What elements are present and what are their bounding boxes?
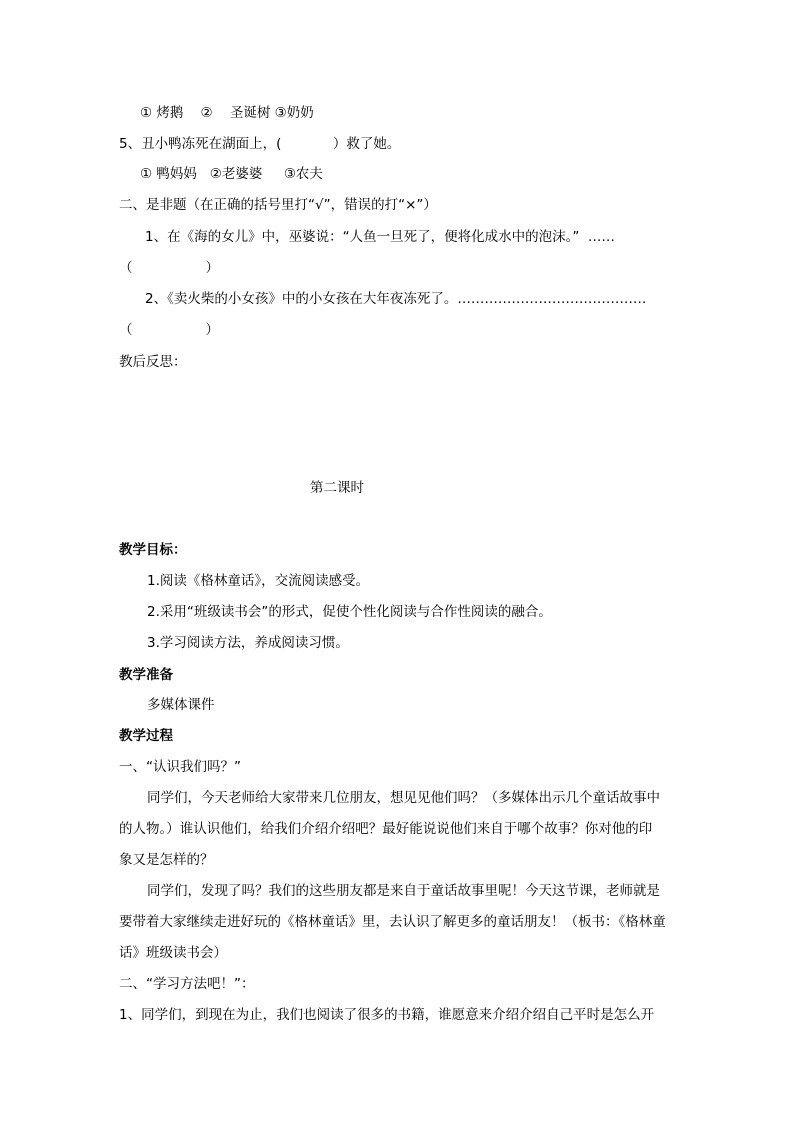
tf2-paren: （ ） — [119, 322, 219, 338]
step1-heading: 一、“认识我们吗？” — [119, 759, 241, 775]
paragraph-1-line-1: 同学们，今天老师给大家带来几位朋友，想见见他们吗？（多媒体出示几个童话故事中 — [147, 790, 660, 806]
lesson-title: 第二课时 — [310, 480, 364, 496]
paragraph-2-line-2: 要带着大家继续走进好玩的《格林童话》里，去认识了解更多的童话朋友！（板书：《格林童 — [119, 914, 666, 930]
prep-heading: 教学准备 — [119, 667, 173, 683]
prep-item: 多媒体课件 — [147, 697, 215, 713]
q5-question: 5、丑小鸭冻死在湖面上，( ）救了她。 — [119, 136, 401, 152]
reflection-label: 教后反思： — [119, 354, 187, 370]
paragraph-1-line-2: 的人物。）谁认识他们，给我们介绍介绍吧？最好能说说他们来自于哪个故事？你对他的印 — [119, 821, 653, 837]
tf1-text: 1、在《海的女儿》中，巫婆说：“人鱼一旦死了，便将化成水中的泡沫。” …… — [145, 229, 615, 245]
goal-1: 1.阅读《格林童话》，交流阅读感受。 — [147, 573, 370, 589]
paragraph-3-line-1: 1、同学们，到现在为止，我们也阅读了很多的书籍，谁愿意来介绍介绍自己平时是怎么开 — [119, 1007, 655, 1023]
goal-2: 2.采用“班级读书会”的形式，促使个性化阅读与合作性阅读的融合。 — [147, 604, 552, 620]
paragraph-2-line-1: 同学们，发现了吗？我们的这些朋友都是来自于童话故事里呢！今天这节课，老师就是 — [147, 883, 660, 899]
tf1-paren: （ ） — [119, 260, 219, 276]
section2-heading: 二、是非题（在正确的括号里打“√”，错误的打“×”） — [119, 197, 437, 213]
goal-3: 3.学习阅读方法，养成阅读习惯。 — [147, 635, 349, 651]
tf2-text: 2、《卖火柴的小女孩》中的小女孩在大年夜冻死了。…………………………………… — [145, 291, 647, 307]
paragraph-1-line-3: 象又是怎样的？ — [119, 852, 214, 868]
paragraph-2-line-3: 话》班级读书会） — [119, 945, 227, 961]
goals-heading: 教学目标： — [119, 542, 187, 558]
step2-heading: 二、“学习方法吧！”： — [119, 976, 255, 992]
q4-options: ① 烤鹅 ② 圣诞树 ③奶奶 — [140, 105, 314, 121]
process-heading: 教学过程 — [119, 728, 173, 744]
q5-options: ① 鸭妈妈 ②老婆婆 ③农夫 — [140, 166, 323, 182]
